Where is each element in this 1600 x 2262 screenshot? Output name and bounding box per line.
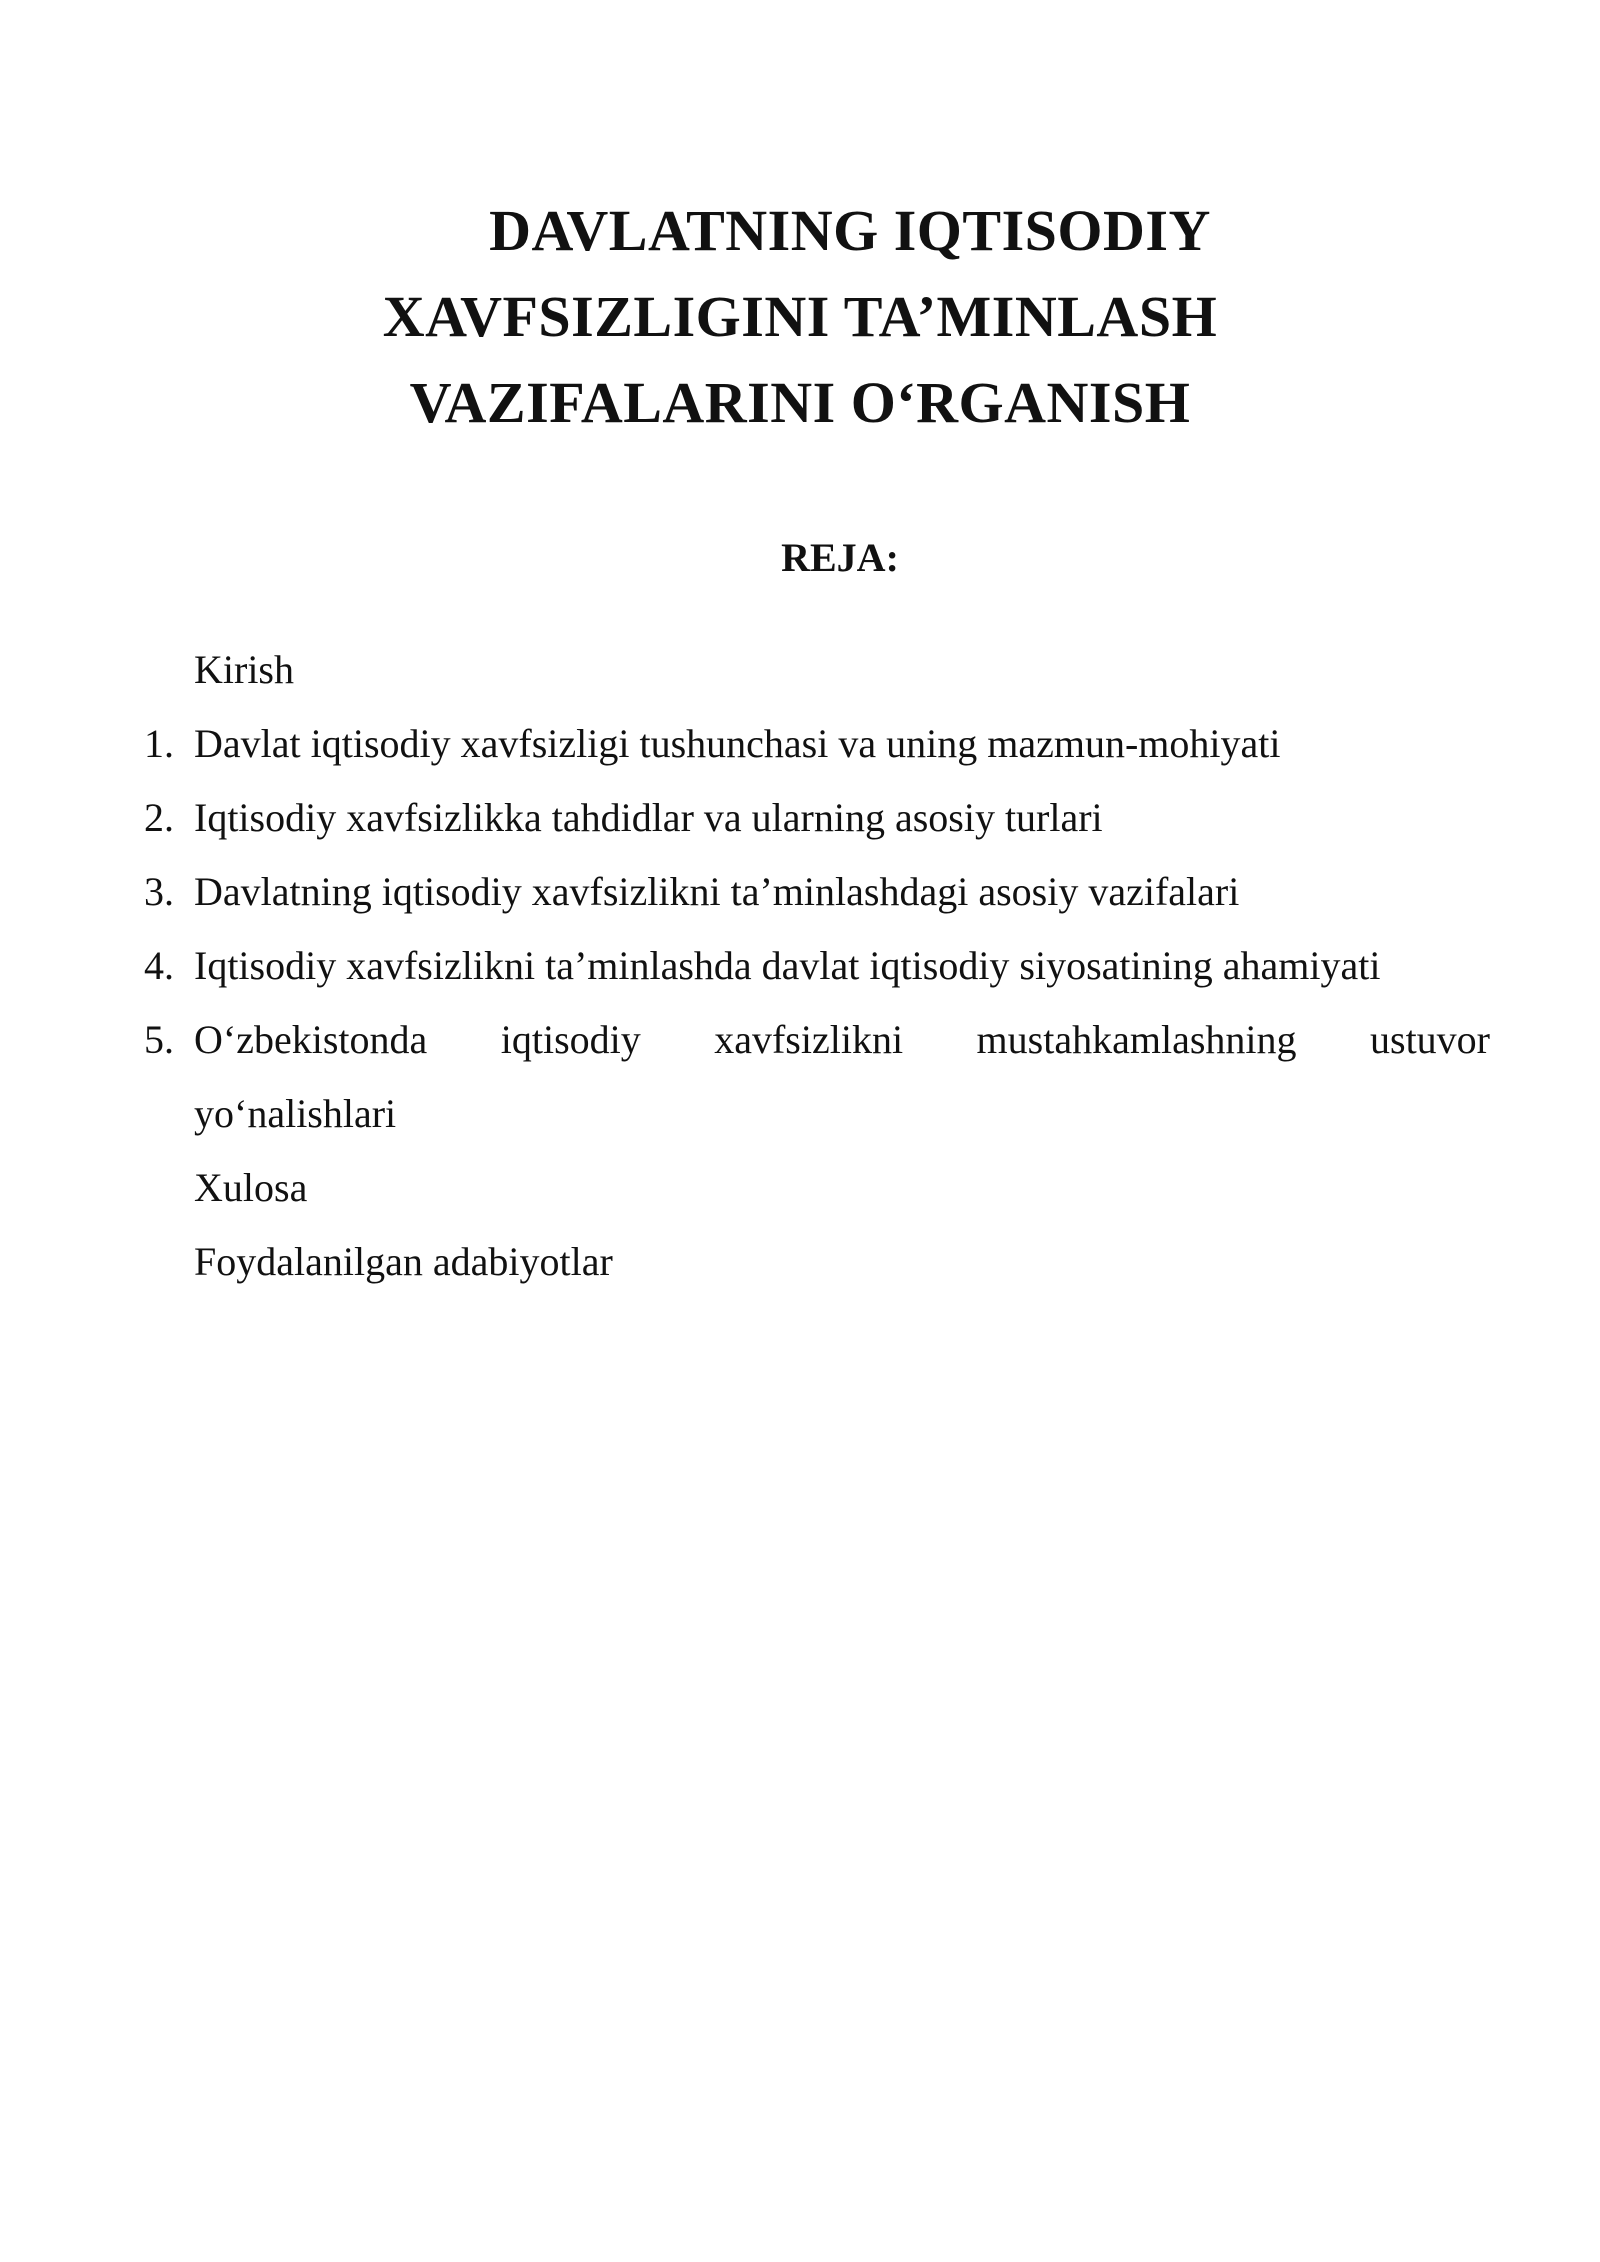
- plan-item-5: [140, 1003, 1490, 1077]
- title-line-1: DAVLATNING IQTISODIY: [489, 198, 1211, 263]
- plan-intro-text: Kirish: [194, 647, 294, 692]
- plan-conclusion: [140, 1151, 1490, 1225]
- title-line-2: XAVFSIZLIGINI TA’MINLASH: [382, 284, 1218, 349]
- plan-item-text: Iqtisodiy xavfsizlikni ta’minlashda davlat iqtisodiy siyosatining ahamiyati: [194, 943, 1381, 988]
- plan-item-text-line-1: O‘zbekistonda iqtisodiy xavfsizlikni mustahkamlashning ustuvor: [194, 1017, 1490, 1062]
- plan-item-5-continuation: [140, 1077, 1490, 1151]
- plan-heading: REJA:: [781, 535, 899, 580]
- plan-item-3: [140, 855, 1490, 929]
- plan-item-number: 4.: [144, 943, 174, 988]
- plan-references-text: Foydalanilgan adabiyotlar: [194, 1239, 613, 1284]
- plan-item-1: [140, 707, 1490, 781]
- plan-list: [140, 633, 1490, 1299]
- plan-item-4: [140, 929, 1490, 1003]
- plan-intro: [140, 633, 1490, 707]
- title-line-3: VAZIFALARINI O‘RGANISH: [409, 370, 1191, 435]
- plan-item-number: 3.: [144, 869, 174, 914]
- plan-item-number: 2.: [144, 795, 174, 840]
- plan-item-2: [140, 781, 1490, 855]
- plan-item-number: 5.: [144, 1017, 174, 1062]
- plan-references: [140, 1225, 1490, 1299]
- plan-item-text-line-2: yo‘nalishlari: [194, 1091, 397, 1136]
- plan-item-text: Davlat iqtisodiy xavfsizligi tushunchasi va uning mazmun-mohiyati: [194, 721, 1281, 766]
- plan-item-number: 1.: [144, 721, 174, 766]
- plan-conclusion-text: Xulosa: [194, 1165, 308, 1210]
- document-title: [300, 188, 1300, 446]
- plan-item-text: Davlatning iqtisodiy xavfsizlikni ta’minlashdagi asosiy vazifalari: [194, 869, 1240, 914]
- plan-item-text: Iqtisodiy xavfsizlikka tahdidlar va ularning asosiy turlari: [194, 795, 1103, 840]
